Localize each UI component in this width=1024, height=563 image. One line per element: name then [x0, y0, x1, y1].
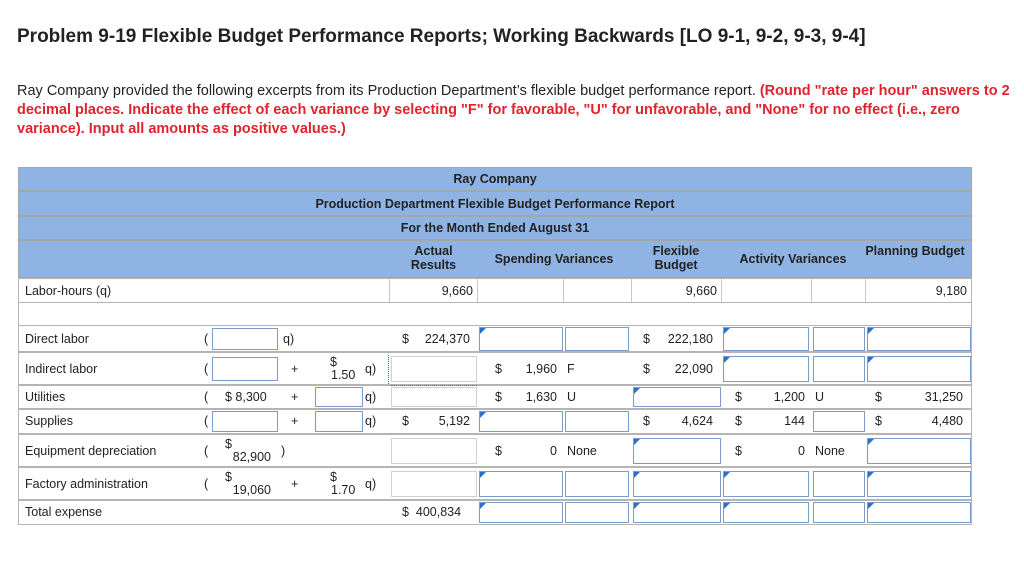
direct-labor-actual: 224,370 — [424, 332, 470, 346]
utilities-planning: 31,250 — [924, 390, 963, 404]
indirect-labor-planning-input[interactable] — [867, 356, 971, 382]
instructions — [17, 82, 1017, 139]
indirect-labor-actual-input[interactable] — [391, 356, 477, 382]
col-spending-variances: Spending Variances — [494, 252, 614, 266]
factory-administration-planning-input[interactable] — [867, 471, 971, 497]
indirect-labor-fixed-input[interactable] — [212, 357, 278, 381]
direct-labor-row — [18, 325, 972, 352]
factory-administration-flexible-input[interactable] — [633, 471, 721, 497]
paren-close: q) — [365, 414, 377, 428]
factory-administration-spending-input[interactable] — [479, 471, 563, 497]
factory-administration-activity-input[interactable] — [723, 471, 809, 497]
paren-open: ( — [204, 477, 209, 491]
equipment-depreciation-label: Equipment depreciation — [25, 444, 157, 458]
utilities-flexible-input[interactable] — [633, 387, 721, 407]
dollar-sign: $ — [225, 437, 232, 451]
equipment-depreciation-activity-effect: None — [815, 444, 845, 458]
paren-close: ) — [281, 444, 286, 458]
supplies-rate-input[interactable] — [315, 411, 363, 432]
indirect-labor-spending: 1,960 — [525, 362, 557, 376]
utilities-rate-input[interactable] — [315, 387, 363, 407]
utilities-fixed: $ 8,300 — [225, 390, 267, 404]
paren-open: ( — [204, 444, 209, 458]
col-flexible-budget: Flexible Budget — [652, 244, 700, 272]
problem-title: Problem 9-19 Flexible Budget Performance Reports; Working Backwards [LO 9-1, 9-2, 9-3, 9-4] — [17, 26, 866, 47]
indirect-labor-activity-effect-select[interactable] — [813, 356, 865, 382]
dollar-sign: $ — [330, 470, 337, 484]
utilities-spending-effect: U — [567, 390, 577, 404]
empty-cell — [477, 279, 563, 302]
supplies-spending-input[interactable] — [479, 411, 563, 432]
factory-administration-actual-input[interactable] — [391, 471, 477, 497]
total-expense-row — [18, 500, 972, 525]
paren-open: ( — [204, 390, 209, 404]
paren-open: ( — [204, 414, 209, 428]
labor-hours-row — [18, 278, 972, 303]
supplies-row — [18, 409, 972, 434]
factory-administration-fixed: 19,060 — [232, 483, 271, 497]
direct-labor-activity-effect-select[interactable] — [813, 327, 865, 351]
dollar-sign: $ — [735, 444, 742, 458]
supplies-planning: 4,480 — [931, 414, 963, 428]
supplies-flexible: 4,624 — [681, 414, 713, 428]
company-name: Ray Company — [453, 172, 537, 186]
equipment-depreciation-planning-input[interactable] — [867, 438, 971, 464]
indirect-labor-label: Indirect labor — [25, 362, 98, 376]
plus-sign: + — [291, 390, 299, 404]
plus-sign: + — [291, 477, 299, 491]
total-expense-planning-input[interactable] — [867, 502, 971, 523]
header-period-row — [18, 216, 972, 240]
paren-open: ( — [204, 362, 209, 376]
equipment-depreciation-fixed: 82,900 — [232, 450, 271, 464]
indirect-labor-flexible: 22,090 — [674, 362, 713, 376]
header-columns-row — [18, 240, 972, 278]
utilities-spending: 1,630 — [525, 390, 557, 404]
factory-administration-rate: 1.70 — [331, 483, 356, 497]
total-expense-flexible-input[interactable] — [633, 502, 721, 523]
factory-administration-spending-effect-select[interactable] — [565, 471, 629, 497]
factory-administration-row — [18, 467, 972, 500]
equipment-depreciation-row — [18, 434, 972, 467]
dollar-sign: $ — [735, 414, 742, 428]
direct-labor-flexible: 222,180 — [667, 332, 713, 346]
indirect-labor-row — [18, 352, 972, 385]
focus-indicator — [388, 355, 389, 384]
focus-indicator — [391, 385, 477, 386]
factory-administration-activity-effect-select[interactable] — [813, 471, 865, 497]
utilities-activity-effect: U — [815, 390, 825, 404]
paren-close: q) — [365, 477, 377, 491]
dollar-sign: $ — [643, 362, 650, 376]
header-company-row — [18, 167, 972, 191]
indirect-labor-spending-effect: F — [567, 362, 575, 376]
labor-hours-actual: 9,660 — [389, 279, 477, 302]
total-expense-label: Total expense — [25, 505, 103, 519]
supplies-activity-effect-select[interactable] — [813, 411, 865, 432]
dollar-sign: $ — [875, 390, 882, 404]
dollar-sign: $ — [735, 390, 742, 404]
dollar-sign: $ — [495, 362, 502, 376]
dollar-sign: $ — [402, 332, 409, 346]
utilities-row — [18, 385, 972, 409]
dollar-sign: $ — [643, 414, 650, 428]
dollar-sign: $ — [643, 332, 650, 346]
equipment-depreciation-spending-effect: None — [567, 444, 597, 458]
dollar-sign: $ — [330, 355, 337, 369]
direct-labor-spending-input[interactable] — [479, 327, 563, 351]
dollar-sign: $ — [225, 470, 232, 484]
equipment-depreciation-flexible-input[interactable] — [633, 438, 721, 464]
utilities-label: Utilities — [25, 390, 66, 404]
utilities-actual-input[interactable] — [391, 387, 477, 407]
paren-close: q) — [365, 390, 377, 404]
direct-labor-label: Direct labor — [25, 332, 89, 346]
report-period: For the Month Ended August 31 — [400, 221, 590, 235]
labor-hours-planning: 9,180 — [865, 279, 971, 302]
labor-hours-label: Labor-hours (q) — [25, 284, 112, 298]
empty-cell — [563, 279, 631, 302]
empty-cell — [811, 279, 865, 302]
performance-report-table — [18, 167, 972, 525]
total-expense-spending-effect-select[interactable] — [565, 502, 629, 523]
col-activity-variances: Activity Variances — [739, 252, 847, 266]
col-planning-budget: Planning Budget — [865, 244, 965, 258]
indirect-labor-rate: 1.50 — [331, 368, 356, 382]
dollar-sign: $ — [495, 444, 502, 458]
equipment-depreciation-activity: 0 — [798, 444, 805, 458]
header-report-name-row — [18, 191, 972, 216]
supplies-fixed-input[interactable] — [212, 411, 278, 432]
total-expense-actual: $ 400,834 — [402, 505, 462, 519]
paren-close: q) — [365, 362, 377, 376]
spacer-row — [18, 303, 972, 325]
direct-labor-activity-input[interactable] — [723, 327, 809, 351]
direct-labor-spending-effect-select[interactable] — [565, 327, 629, 351]
report-name: Production Department Flexible Budget Performance Report — [315, 197, 675, 211]
dollar-sign: $ — [402, 414, 409, 428]
factory-administration-label: Factory administration — [25, 477, 148, 491]
total-expense-activity-input[interactable] — [723, 502, 809, 523]
direct-labor-planning-input[interactable] — [867, 327, 971, 351]
dollar-sign: $ — [495, 390, 502, 404]
col-actual-results: Actual Results — [410, 244, 457, 272]
indirect-labor-activity-input[interactable] — [723, 356, 809, 382]
empty-cell — [721, 279, 811, 302]
plus-sign: + — [291, 414, 299, 428]
total-expense-spending-input[interactable] — [479, 502, 563, 523]
labor-hours-flexible: 9,660 — [631, 279, 721, 302]
plus-sign: + — [291, 362, 299, 376]
supplies-activity: 144 — [784, 414, 805, 428]
paren-open: ( — [204, 332, 209, 346]
dollar-sign: $ — [875, 414, 882, 428]
direct-labor-fixed-input[interactable] — [212, 328, 278, 350]
supplies-spending-effect-select[interactable] — [565, 411, 629, 432]
equipment-depreciation-spending: 0 — [550, 444, 557, 458]
equipment-depreciation-actual-input[interactable] — [391, 438, 477, 464]
paren-close: q) — [283, 332, 295, 346]
utilities-activity: 1,200 — [773, 390, 805, 404]
instructions-text: Ray Company provided the following excerpts from its Production Department’s flexible budget performance report. — [17, 83, 756, 99]
supplies-actual: 5,192 — [438, 414, 470, 428]
instructions-rounding-note: (Round "rate per hour" answers to 2 decimal places. Indicate the effect of each variance by selecting "F" for favorable, "U" for unfavorable, and "None" for no effect (i.e., zero variance). Input all amounts as positive values.) — [17, 83, 1010, 137]
total-expense-activity-effect-select[interactable] — [813, 502, 865, 523]
supplies-label: Supplies — [25, 414, 73, 428]
